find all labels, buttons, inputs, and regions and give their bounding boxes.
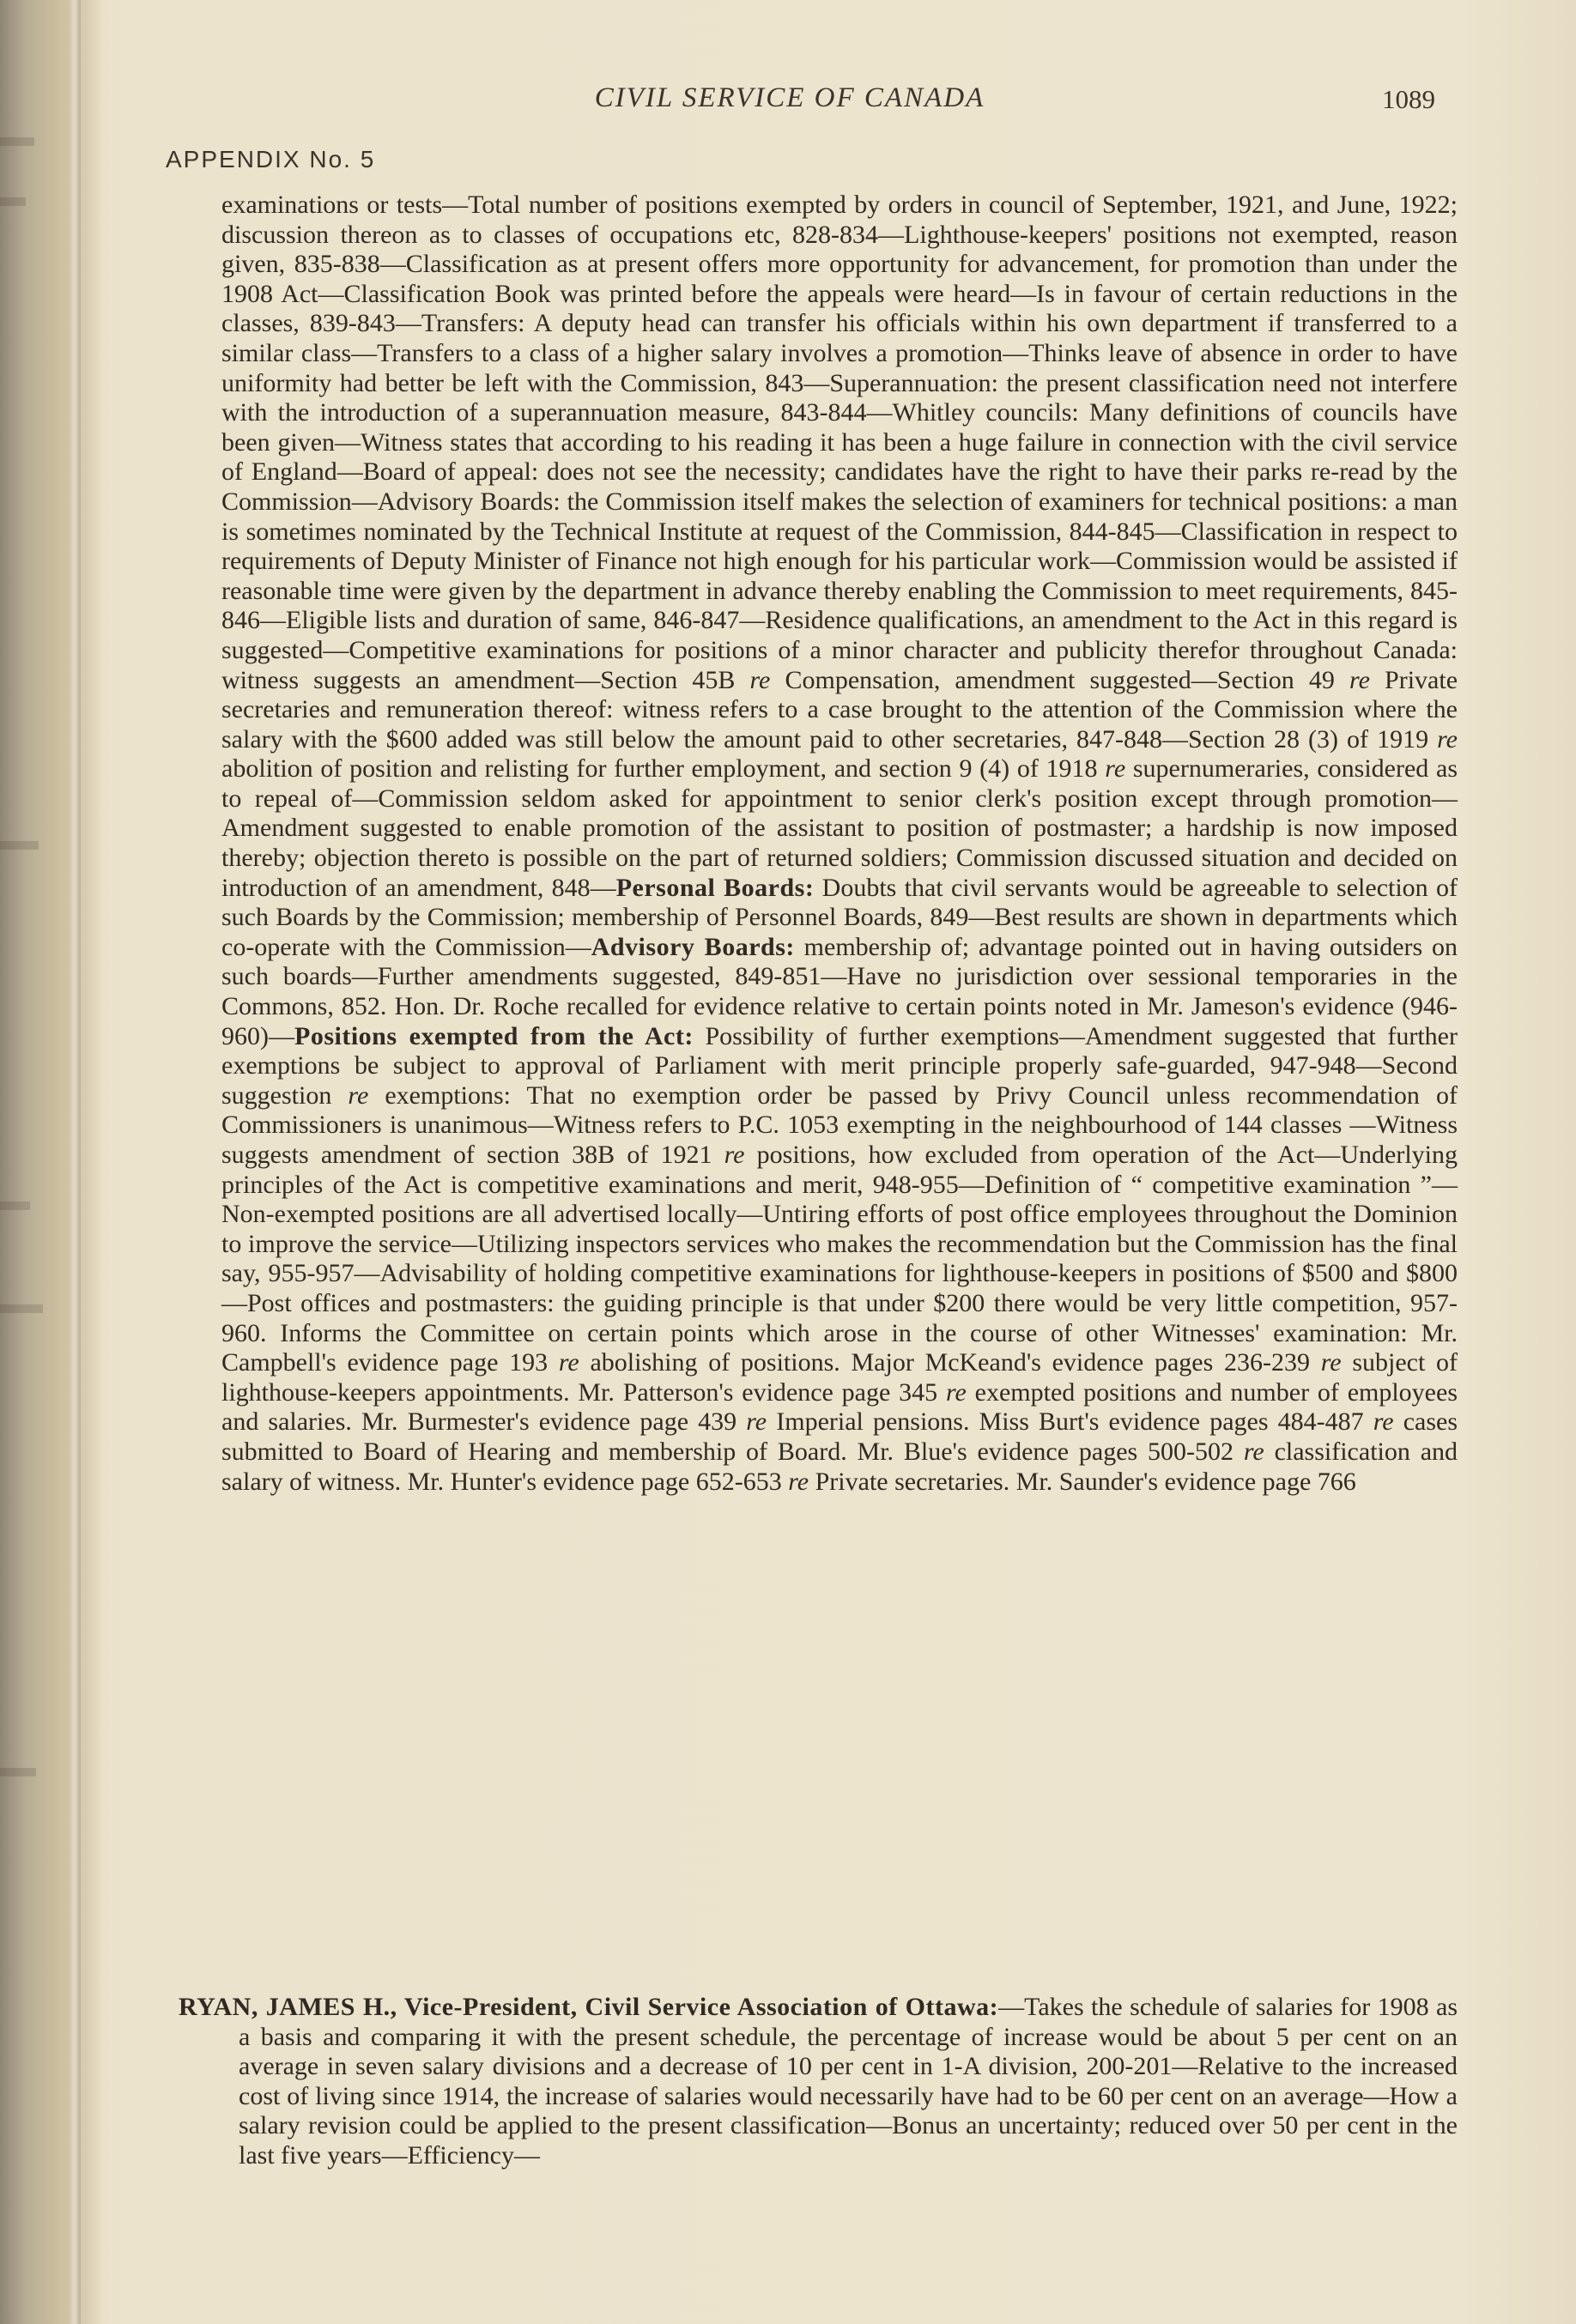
text-run: classification and salary of witness. Mr. Hunter's evidence page 652-653 <box>221 1437 1458 1496</box>
text-run: abolishing of positions. Major McKeand's evidence pages 236-239 <box>579 1348 1321 1377</box>
re-term: re <box>1105 754 1126 784</box>
text-run: supernumeraries, considered as to repeal of—Commission seldom asked for appointment to senior clerk's position except through promotion—Amendment suggested to enable promotion of the assistant to position of postmaster; a hardship is now imposed thereby; objection thereto is possible on the part of returned soldiers; Commission discussed situation and decided on introduction of an amendment, 848— <box>221 754 1458 902</box>
subject-heading-positions-exempted: Positions exempted from the Act: <box>294 1021 694 1050</box>
facing-page-bleed <box>0 841 39 850</box>
re-term: re <box>724 1141 745 1169</box>
text-run: exempted positions and number of employees and salaries. Mr. Burmester's evidence page 439 <box>221 1377 1458 1437</box>
facing-page-bleed <box>0 1304 43 1313</box>
subject-heading-advisory-boards: Advisory Boards: <box>591 932 795 961</box>
re-term: re <box>788 1467 809 1496</box>
re-term: re <box>348 1080 369 1110</box>
page-fold-shadow <box>69 0 81 2324</box>
facing-page-bleed <box>0 1768 36 1776</box>
entry-body: —Takes the schedule of salaries for 1908 as a basis and comparing it with the present schedule, the percentage of increase would be about 5 per cent on an average in seven salary divisions and a decrease of 10 per cent in 1-A division, 200-201—Relative to the increased cost of living since 1914, the increase of salaries would necessarily have had to be 60 per cent on an average—How a salary revision could be applied to the present classification—Bonus an uncertainty; reduced over 50 per cent in the last five years—Efficiency— <box>239 1993 1458 2170</box>
text-run: exemptions: That no exemption order be passed by Privy Council unless recommendation of Commissioners is unanimous—Witness refers to P.C. 1053 exempting in the neighbourhood of 144 classes —Witness suggests amendment of section 38B of 1921 <box>221 1080 1458 1169</box>
running-head-title: CIVIL SERVICE OF CANADA <box>594 82 985 113</box>
text-run: cases submitted to Board of Hearing and membership of Board. Mr. Blue's evidence pages 500-502 <box>221 1407 1458 1466</box>
re-term: re <box>1437 724 1458 753</box>
subject-heading-personal-boards: Personal Boards: <box>615 873 815 902</box>
re-term: re <box>746 1407 767 1437</box>
text-run: Private secretaries. Mr. Saunder's evidence page 766 <box>809 1467 1356 1496</box>
text-run: Private secretaries and remuneration thereof: witness refers to a case brought to the attention of the Commission where the salary with the $600 added was still below the amount paid to other secretaries, 847-848—Section 28 (3) of 1919 <box>221 665 1458 753</box>
index-entry-ryan <box>179 1993 1458 2171</box>
re-term: re <box>945 1377 967 1407</box>
re-term: re <box>1243 1437 1264 1466</box>
text-run: examinations or tests—Total number of positions exempted by orders in council of September, 1921, and June, 1922; discussion thereon as to classes of occupations etc, 828-834—Lighthouse-keepers' positions not exempted, reason given, 835-838—Classification as at present offers more opportunity for advancement, for promotion than under the 1908 Act—Classification Book was printed before the appeals were heard—Is in favour of certain reductions in the classes, 839-843—Transfers: A deputy head can transfer his officials within his own department if transferred to a similar class—Transfers to a class of a higher salary involves a promotion—Thinks leave of absence in order to have uniformity had better be left with the Commission, 843—Superannuation: the present classification need not interfere with the introduction of a superannuation measure, 843-844—Whitley councils: Many definitions of councils have been given—Witness states that according to his reading it has been a huge failure in connection with the civil service of England—Board of appeal: does not see the necessity; candidates have the right to have their parks re-read by the Commission—Advisory Boards: the Commission itself makes the selection of examiners for technical positions: a man is sometimes nominated by the Technical Institute at request of the Commission, 844-845—Classification in respect to requirements of Deputy Minister of Finance not high enough for his particular work—Commission would be assisted if reasonable time were given by the department in advance thereby enabling the Commission to meet requirements, 845-846—Eligible lists and duration of same, 846-847—Residence qualifications, an amendment to the Act in this regard is suggested—Competitive examinations for positions of a minor character and publicity therefor throughout Canada: witness suggests an amendment—Section 45B <box>221 191 1458 694</box>
index-entry-continuation <box>221 191 1458 1497</box>
page-number: 1089 <box>1382 84 1435 114</box>
text-run: Imperial pensions. Miss Burt's evidence pages 484-487 <box>767 1407 1373 1437</box>
re-term: re <box>749 665 771 694</box>
facing-page-bleed <box>0 1201 30 1210</box>
text-run: subject of lighthouse-keepers appointments. Mr. Patterson's evidence page 345 <box>221 1348 1458 1407</box>
entry-heading: RYAN, JAMES H., Vice-President, Civil Service Association of Ottawa: <box>179 1993 999 2021</box>
re-term: re <box>1373 1407 1394 1437</box>
re-term: re <box>558 1348 579 1377</box>
text-run: Compensation, amendment suggested—Section 49 <box>770 665 1350 694</box>
facing-page-bleed <box>0 197 26 206</box>
text-run: Doubts that civil servants would be agreeable to selection of such Boards by the Commission; membership of Personnel Boards, 849—Best results are shown in departments which co-operate with the Commission— <box>221 873 1458 961</box>
text-run: positions, how excluded from operation of the Act—Underlying principles of the Act is competitive examinations and merit, 948-955—Definition of “ competitive examination ”—Non-exempted positions are all advertised locally—Untiring efforts of post office employees throughout the Dominion to improve the service—Utilizing inspectors services who makes the recommendation but the Commission has the final say, 955-957—Advisability of holding competitive examinations for lighthouse-keepers in positions of $500 and $800—Post offices and postmasters: the guiding principle is that under $200 there would be very little competition, 957-960. Informs the Committee on certain points which arose in the course of other Witnesses' examination: Mr. Campbell's evidence page 193 <box>221 1141 1458 1377</box>
facing-page-bleed <box>0 137 34 146</box>
text-run: abolition of position and relisting for further employment, and section 9 (4) of 1918 <box>221 754 1106 784</box>
text-run: membership of; advantage pointed out in having outsiders on such boards—Further amendments suggested, 849-851—Have no jurisdiction over sessional temporaries in the Commons, 852. Hon. Dr. Roche recalled for evidence relative to certain points noted in Mr. Jameson's evidence (946-960)— <box>221 932 1458 1050</box>
re-term: re <box>1349 665 1370 694</box>
text-run: Possibility of further exemptions—Amendment suggested that further exemptions be subject to approval of Parliament with merit principle properly safe-guarded, 947-948—Second suggestion <box>221 1021 1458 1110</box>
re-term: re <box>1320 1348 1342 1377</box>
appendix-label: APPENDIX No. 5 <box>166 146 376 172</box>
binding-gutter <box>0 0 103 2324</box>
